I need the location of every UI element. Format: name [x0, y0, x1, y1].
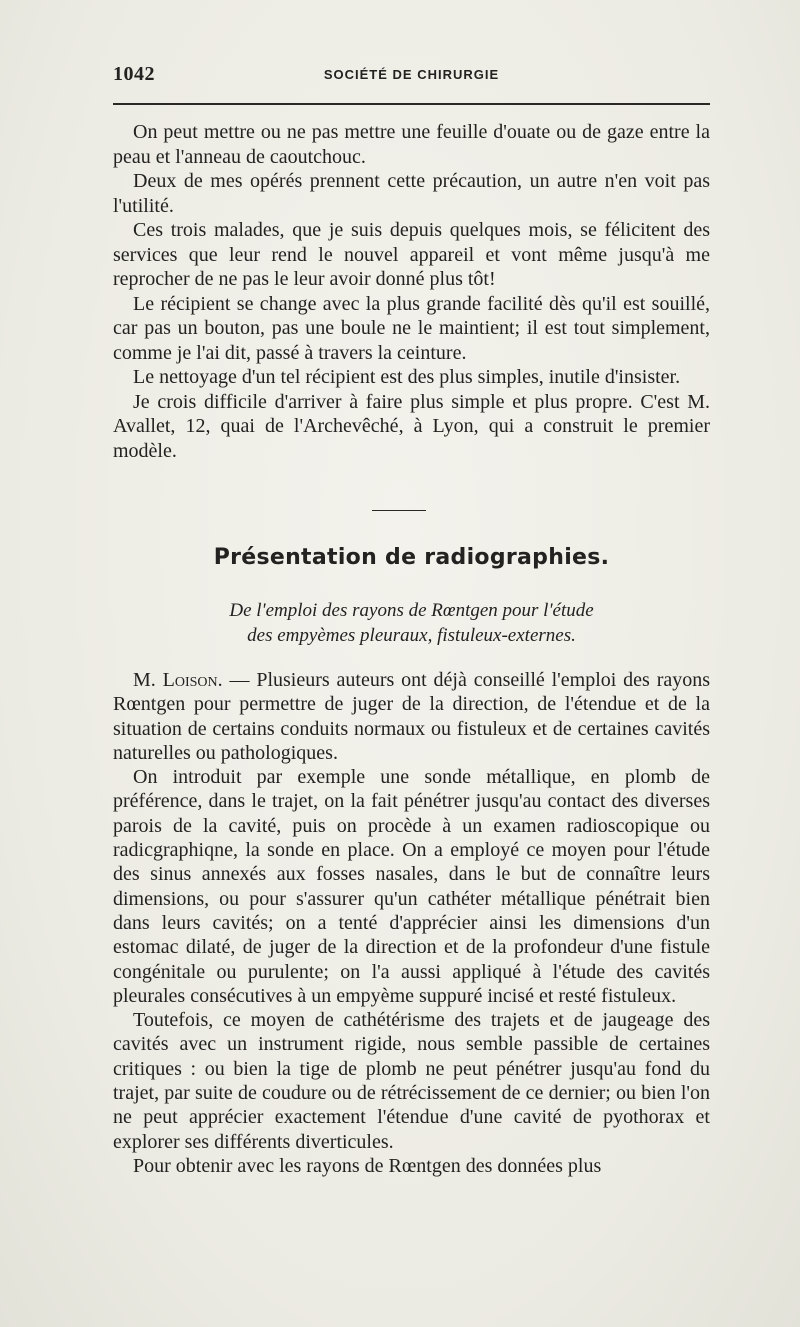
paragraph: Pour obtenir avec les rayons de Rœntgen des données plus	[133, 1154, 602, 1177]
subtitle-line: des empyèmes pleuraux, fistuleux-externes.	[247, 625, 576, 646]
paragraph: Le récipient se change avec la plus grande facilité dès qu'il est souillé, car pas un bouton, pas une boule ne le maintient; il est tout simplement, comme je l'ai dit, passé à travers la ceinture.	[113, 292, 710, 364]
section-title: Présentation de radiographies.	[213, 545, 610, 570]
page-number: 1042	[113, 63, 155, 85]
paragraph: Deux de mes opérés prennent cette précaution, un autre n'en voit pas l'utilité.	[113, 170, 710, 217]
paragraph: Toutefois, ce moyen de cathétérisme des trajets et de jaugeage des cavités avec un instrument rigide, nous semble passible de certaines critiques : ou bien la tige de plomb ne peut pénétrer jusqu'au fond du trajet, par suite de coudure ou de rétrécissement de ce dernier; ou bien l'on ne peut apprécier exactement l'étendue d'une cavité de pyothorax et explorer ses différents diverticules.	[113, 1009, 710, 1153]
paragraph: On introduit par exemple une sonde métallique, en plomb de préférence, dans le trajet, on la fait pénétrer jusqu'au contact des diverses parois de la cavité, puis on procède à un examen radioscopique ou radicgraphiqne, la sonde en place. On a employé ce moyen pour l'étude des sinus annexés aux fosses nasales, dans le but de connaître leurs dimensions, ou pour s'assurer qu'un cathéter métallique pénétrait bien dans leurs cavités; on a tenté d'apprécier ainsi les dimensions d'un estomac dilaté, de juger de la direction et de la profondeur d'une fistule congénitale ou purulente; on l'a aussi appliqué à l'étude des cavités pleurales consécutives à un empyème suppuré incisé et resté fistuleux.	[113, 766, 710, 1007]
paragraph: Ces trois malades, que je suis depuis quelques mois, se félicitent des services que leur rend le nouvel appareil et vont même jusqu'à me reprocher de ne pas le leur avoir donné plus tôt!	[113, 219, 710, 290]
paragraph: Le nettoyage d'un tel récipient est des plus simples, inutile d'insister.	[133, 366, 681, 388]
speaker-name: M. Loison.	[133, 669, 223, 691]
paragraph-text: — Plusieurs auteurs ont déjà conseillé l'emploi des rayons Rœntgen pour permettre de juger de la direction, de l'étendue et de la situation de certains conduits normaux ou fistuleux et de certaines cavités naturelles ou pathologiques.	[113, 669, 711, 764]
paragraph: On peut mettre ou ne pas mettre une feuille d'ouate ou de gaze entre la peau et l'anneau de caoutchouc.	[113, 121, 710, 168]
paragraph: Je crois difficile d'arriver à faire plus simple et plus propre. C'est M. Avallet, 12, quai de l'Archevêché, à Lyon, qui a construit le premier modèle.	[113, 390, 710, 462]
subtitle-line: De l'emploi des rayons de Rœntgen pour l'étude	[229, 600, 594, 621]
section-separator	[372, 510, 426, 511]
body-text	[113, 668, 710, 1178]
section-subtitle	[113, 598, 710, 648]
header-rule	[113, 103, 710, 105]
page-header	[113, 63, 710, 93]
running-head: SOCIÉTÉ DE CHIRURGIE	[323, 67, 500, 82]
intro-text	[113, 120, 710, 463]
paragraph	[113, 668, 710, 765]
